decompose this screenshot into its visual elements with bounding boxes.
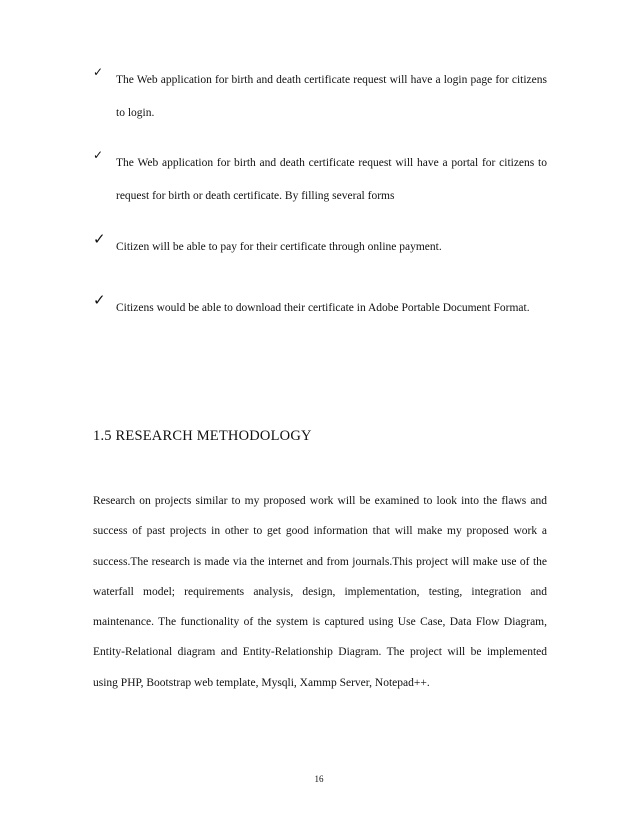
- check-mark-icon: ✓: [93, 65, 104, 79]
- bullet-text: Citizens would be able to download their certificate in Adobe Portable Document Format.: [116, 302, 530, 314]
- check-mark-icon: ✓: [93, 148, 104, 162]
- bullet-item: [93, 231, 547, 264]
- section-heading: 1.5 RESEARCH METHODOLOGY: [93, 428, 312, 444]
- check-mark-icon: ✓: [93, 291, 106, 309]
- check-mark-icon: ✓: [93, 230, 106, 248]
- bullet-item: [93, 147, 547, 213]
- bullet-text: The Web application for birth and death certificate request will have a portal for citizens to request for birth or death certificate. By filling several forms: [116, 157, 547, 202]
- section-paragraph: Research on projects similar to my proposed work will be examined to look into the flaws and success of past projects in other to get good information that will make my proposed work a success.The research is made via the internet and from journals.This project will make use of the waterfall model; requirements analysis, design, implementation, testing, integration and maintenance. The functionality of the system is captured using Use Case, Data Flow Diagram, Entity-Relational diagram and Entity-Relationship Diagram. The project will be implemented using PHP, Bootstrap web template, Mysqli, Xammp Server, Notepad++.: [93, 495, 547, 689]
- bullet-text: Citizen will be able to pay for their certificate through online payment.: [116, 241, 442, 253]
- page-number: 16: [314, 774, 324, 784]
- bullet-item: [93, 64, 547, 130]
- bullet-text: The Web application for birth and death certificate request will have a login page for citizens to login.: [116, 74, 547, 119]
- bullet-item: [93, 292, 547, 325]
